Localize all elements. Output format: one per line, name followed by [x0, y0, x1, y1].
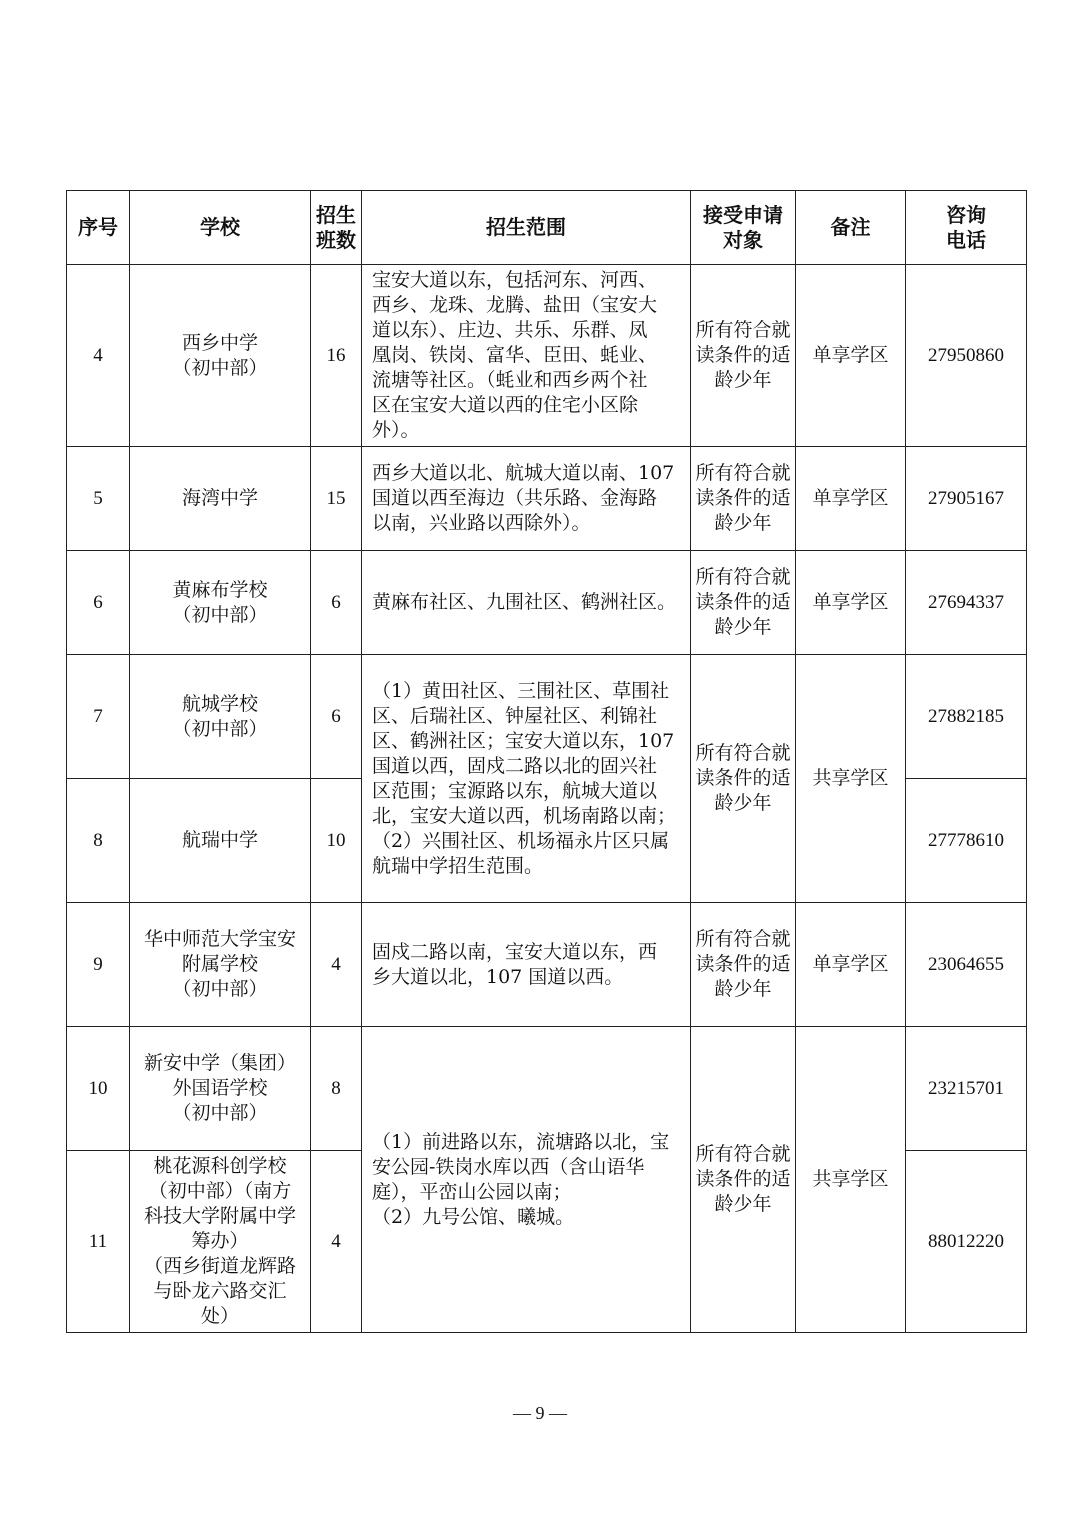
range-line: 宝安大道以东，包括河东、河西、	[372, 269, 658, 291]
target-line: 所有符合就	[695, 742, 791, 764]
enrollment-table	[66, 190, 1027, 1333]
district-note: 单享学区	[796, 551, 906, 655]
class-count: 10	[311, 779, 362, 903]
target-line: 所有符合就	[695, 928, 791, 950]
row-index: 8	[67, 779, 130, 903]
district-note: 单享学区	[796, 265, 906, 447]
target-line: 读条件的适	[695, 487, 791, 509]
table-row	[67, 903, 1027, 1027]
school-line: 附属学校	[181, 953, 258, 975]
header-phone-line: 咨询	[946, 202, 986, 227]
target-line: 读条件的适	[695, 953, 791, 975]
range-line: 庭），平峦山公园以南；	[372, 1180, 572, 1203]
school-line: 处）	[200, 1305, 239, 1327]
page-number: — 9 —	[513, 1403, 567, 1423]
range-line: 乡大道以北，107 国道以西。	[372, 965, 624, 988]
school-line: 航城学校	[181, 692, 258, 715]
school-line: 黄麻布学校	[172, 578, 268, 601]
range-line: 安公园-铁岗水库以西（含山语华	[372, 1155, 645, 1178]
district-note: 单享学区	[796, 447, 906, 551]
school-line: 与卧龙六路交汇	[153, 1280, 287, 1302]
school-name	[130, 655, 311, 779]
phone-number: 88012220	[906, 1151, 1027, 1333]
enroll-range	[362, 903, 691, 1027]
range-line: 外）。	[372, 419, 420, 441]
district-note: 共享学区	[796, 655, 906, 903]
target-group	[691, 265, 796, 447]
range-line: （2）兴围社区、机场福永片区只属	[372, 829, 670, 852]
range-line: 北，宝安大道以西，机场南路以南；	[372, 804, 677, 827]
row-index: 9	[67, 903, 130, 1027]
range-line: 流塘等社区。（蚝业和西乡两个社	[372, 369, 648, 391]
table-row	[67, 551, 1027, 655]
target-group	[691, 655, 796, 903]
table-row	[67, 447, 1027, 551]
header-index: 序号	[67, 191, 130, 265]
school-name	[130, 265, 311, 447]
range-line: （2）九号公馆、曦城。	[372, 1205, 575, 1228]
range-line: 西乡大道以北、航城大道以南、107	[372, 462, 675, 484]
target-line: 龄少年	[714, 792, 772, 814]
enroll-range	[362, 655, 691, 903]
header-phone-line: 电话	[946, 227, 986, 252]
target-line: 读条件的适	[695, 1168, 791, 1190]
school-line: 航瑞中学	[181, 829, 258, 851]
row-index: 4	[67, 265, 130, 447]
range-line: 区在宝安大道以西的住宅小区除	[372, 394, 639, 416]
school-line: （初中部）	[172, 603, 268, 626]
school-name	[130, 1027, 311, 1151]
school-line: 新安中学（集团）	[143, 1052, 296, 1074]
range-line: （1）黄田社区、三围社区、草围社	[372, 679, 670, 702]
range-line: 西乡、龙珠、龙腾、盐田（宝安大	[372, 294, 658, 316]
range-line: 以南，兴业路以西除外）。	[372, 512, 591, 534]
school-name	[130, 447, 311, 551]
phone-number: 27882185	[906, 655, 1027, 779]
table-row	[67, 1027, 1027, 1151]
school-name	[130, 779, 311, 903]
phone-number: 27905167	[906, 447, 1027, 551]
class-count: 6	[311, 551, 362, 655]
school-name	[130, 551, 311, 655]
row-index: 11	[67, 1151, 130, 1333]
header-classes-line: 招生	[316, 202, 356, 227]
header-row	[67, 191, 1027, 265]
range-line: 区、后瑞社区、钟屋社区、利锦社	[372, 704, 658, 727]
phone-number: 27694337	[906, 551, 1027, 655]
header-target	[691, 191, 796, 265]
target-line: 读条件的适	[695, 344, 791, 366]
range-line: 固戍二路以南，宝安大道以东，西	[372, 940, 658, 963]
class-count: 15	[311, 447, 362, 551]
row-index: 6	[67, 551, 130, 655]
target-line: 所有符合就	[695, 1143, 791, 1165]
header-phone	[906, 191, 1027, 265]
school-line: 西乡中学	[181, 331, 258, 354]
enroll-range	[362, 551, 691, 655]
enroll-range	[362, 265, 691, 447]
class-count: 8	[311, 1027, 362, 1151]
header-school: 学校	[130, 191, 311, 265]
header-range: 招生范围	[362, 191, 691, 265]
target-group	[691, 903, 796, 1027]
school-line: 外国语学校	[172, 1077, 268, 1099]
target-line: 所有符合就	[695, 319, 791, 341]
class-count: 4	[311, 903, 362, 1027]
range-line: （1）前进路以东，流塘路以北，宝	[372, 1130, 670, 1153]
school-name	[130, 903, 311, 1027]
school-line: 海湾中学	[181, 487, 258, 509]
target-line: 所有符合就	[695, 462, 791, 484]
range-line: 道以东）、庄边、共乐、乐群、凤	[372, 319, 648, 341]
target-line: 读条件的适	[695, 591, 791, 613]
enroll-range	[362, 1027, 691, 1333]
range-line: 航瑞中学招生范围。	[372, 854, 544, 877]
school-line: （初中部）	[172, 356, 268, 379]
range-line: 国道以西至海边（共乐路、金海路	[372, 487, 658, 509]
school-line: （初中部）	[172, 978, 268, 1000]
target-group	[691, 1027, 796, 1333]
row-index: 10	[67, 1027, 130, 1151]
target-line: 读条件的适	[695, 767, 791, 789]
table-row	[67, 655, 1027, 779]
header-note: 备注	[796, 191, 906, 265]
range-line: 区范围；宝源路以东，航城大道以	[372, 779, 658, 802]
school-line: （初中部）	[172, 1102, 268, 1124]
target-line: 所有符合就	[695, 566, 791, 588]
target-line: 龄少年	[714, 1193, 772, 1215]
class-count: 6	[311, 655, 362, 779]
header-classes-line: 班数	[316, 227, 356, 252]
table-row	[67, 265, 1027, 447]
target-line: 龄少年	[714, 512, 772, 534]
phone-number: 23215701	[906, 1027, 1027, 1151]
school-line: （初中部）	[172, 717, 268, 740]
range-line: 凰岗、铁岗、富华、臣田、蚝业、	[372, 344, 658, 366]
enroll-range	[362, 447, 691, 551]
range-line: 黄麻布社区、九围社区、鹤洲社区。	[372, 591, 677, 613]
target-group	[691, 551, 796, 655]
phone-number: 27778610	[906, 779, 1027, 903]
school-line: 桃花源科创学校	[153, 1155, 287, 1177]
phone-number: 27950860	[906, 265, 1027, 447]
target-line: 龄少年	[714, 369, 772, 391]
range-line: 国道以西，固戍二路以北的固兴社	[372, 754, 658, 777]
row-index: 5	[67, 447, 130, 551]
school-name	[130, 1151, 311, 1333]
school-line: （西乡街道龙辉路	[143, 1255, 296, 1277]
row-index: 7	[67, 655, 130, 779]
district-note: 共享学区	[796, 1027, 906, 1333]
school-line: （初中部）（南方	[148, 1180, 292, 1202]
header-target-line: 对象	[723, 227, 763, 252]
school-line: 华中师范大学宝安	[143, 928, 296, 950]
target-group	[691, 447, 796, 551]
class-count: 4	[311, 1151, 362, 1333]
district-note: 单享学区	[796, 903, 906, 1027]
header-classes	[311, 191, 362, 265]
target-line: 龄少年	[714, 978, 772, 1000]
school-line: 科技大学附属中学	[143, 1205, 296, 1227]
school-line: 筹办）	[191, 1230, 249, 1252]
range-line: 区、鹤洲社区；宝安大道以东，107	[372, 729, 675, 752]
class-count: 16	[311, 265, 362, 447]
target-line: 龄少年	[714, 616, 772, 638]
phone-number: 23064655	[906, 903, 1027, 1027]
header-target-line: 接受申请	[703, 202, 783, 227]
